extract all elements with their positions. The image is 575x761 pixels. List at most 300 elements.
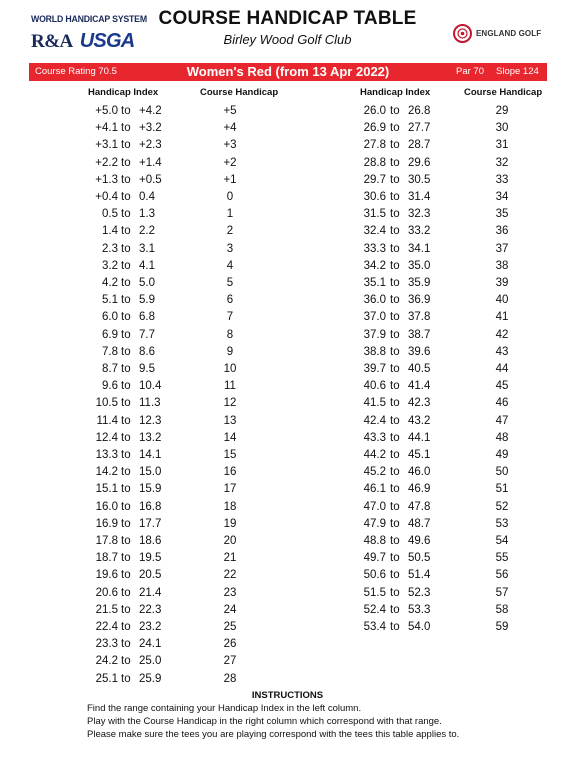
range-to-word: to xyxy=(390,208,400,221)
course-handicap-value: 24 xyxy=(223,603,237,616)
range-to-word: to xyxy=(121,466,131,479)
range-to-word: to xyxy=(121,517,131,530)
range-to-word: to xyxy=(121,552,131,565)
index-from: 6.0 xyxy=(102,311,118,324)
table-row xyxy=(0,535,575,552)
index-from: 24.2 xyxy=(95,655,118,668)
index-to: 35.9 xyxy=(408,277,431,289)
index-from: 52.4 xyxy=(363,603,386,616)
range-to-word: to xyxy=(121,569,131,582)
index-from: 32.4 xyxy=(363,225,386,238)
range-to-word: to xyxy=(390,466,400,479)
index-from: 53.4 xyxy=(363,621,386,633)
index-from: 16.0 xyxy=(95,500,118,513)
england-golf-logo xyxy=(453,24,541,43)
course-handicap-value: 1 xyxy=(226,208,234,221)
range-to-word: to xyxy=(121,328,131,341)
course-handicap-value: 52 xyxy=(495,500,509,513)
index-to: 44.1 xyxy=(408,431,431,444)
range-to-word: to xyxy=(390,328,400,341)
table-row xyxy=(0,243,575,260)
table-row xyxy=(0,569,575,586)
index-to: 35.0 xyxy=(408,259,431,272)
index-from: 27.8 xyxy=(363,139,386,152)
range-to-word: to xyxy=(390,603,400,616)
range-to-word: to xyxy=(390,173,400,186)
index-from: 4.2 xyxy=(102,277,118,289)
table-row xyxy=(0,432,575,449)
course-handicap-value: 12 xyxy=(223,397,237,410)
course-handicap-value: 16 xyxy=(223,466,237,479)
index-to: 23.2 xyxy=(139,621,162,633)
index-from: 46.1 xyxy=(363,483,386,496)
instruction-line: Find the range containing your Handicap Index in the left column. xyxy=(87,703,362,714)
tee-name: Women's Red (from 13 Apr 2022) xyxy=(186,64,390,79)
index-to: 16.8 xyxy=(139,500,162,513)
table-row xyxy=(0,346,575,363)
index-from: 3.2 xyxy=(102,259,118,272)
range-to-word: to xyxy=(121,483,131,496)
table-row xyxy=(0,277,575,294)
index-from: 18.7 xyxy=(95,552,118,565)
index-from: 37.0 xyxy=(363,311,386,324)
table-row xyxy=(0,673,575,690)
index-from: +0.4 xyxy=(95,191,118,203)
range-to-word: to xyxy=(121,191,131,203)
course-handicap-value: 43 xyxy=(495,345,509,358)
left-ch-header: Course Handicap xyxy=(200,87,279,98)
course-handicap-value: 27 xyxy=(223,655,237,668)
course-handicap-value: 2 xyxy=(226,225,234,238)
index-to: 48.7 xyxy=(408,517,431,530)
course-handicap-value: +3 xyxy=(223,139,237,152)
range-to-word: to xyxy=(390,414,400,427)
index-from: 21.5 xyxy=(95,603,118,616)
index-to: 1.3 xyxy=(139,208,155,221)
course-handicap-value: 54 xyxy=(495,535,509,547)
table-row xyxy=(0,397,575,414)
index-to: 46.0 xyxy=(408,466,431,479)
index-to: 17.7 xyxy=(139,517,162,530)
index-from: 44.2 xyxy=(363,449,386,461)
index-from: +2.2 xyxy=(95,156,118,169)
range-to-word: to xyxy=(121,225,131,238)
course-handicap-value: 53 xyxy=(495,517,509,530)
course-handicap-value: +5 xyxy=(223,105,237,117)
index-to: 15.0 xyxy=(139,466,162,479)
index-to: +3.2 xyxy=(139,122,162,135)
course-handicap-value: 4 xyxy=(226,259,234,272)
index-to: 30.5 xyxy=(408,173,431,186)
index-to: 32.3 xyxy=(408,208,431,221)
index-from: 41.5 xyxy=(363,397,386,410)
course-handicap-value: 26 xyxy=(223,638,237,651)
range-to-word: to xyxy=(390,586,400,599)
table-row xyxy=(0,311,575,328)
table-row xyxy=(0,552,575,569)
table-row xyxy=(0,174,575,191)
index-to: 46.9 xyxy=(408,483,431,496)
range-to-word: to xyxy=(390,225,400,238)
range-to-word: to xyxy=(121,173,131,186)
course-handicap-value: 15 xyxy=(223,449,237,461)
index-from: 17.8 xyxy=(95,535,118,547)
index-from: 42.4 xyxy=(363,414,386,427)
index-to: 41.4 xyxy=(408,380,431,393)
index-to: 3.1 xyxy=(139,242,155,255)
range-to-word: to xyxy=(390,500,400,513)
course-handicap-value: 41 xyxy=(495,311,509,324)
table-row xyxy=(0,380,575,397)
index-from: 50.6 xyxy=(363,569,386,582)
table-row xyxy=(0,415,575,432)
course-handicap-value: 37 xyxy=(495,242,509,255)
randa-logo: R&A xyxy=(31,31,73,52)
index-from: 49.7 xyxy=(363,552,386,565)
index-to: 4.1 xyxy=(139,259,155,272)
index-to: 29.6 xyxy=(408,156,431,169)
table-row xyxy=(0,191,575,208)
index-from: 40.6 xyxy=(363,380,386,393)
page-title: COURSE HANDICAP TABLE xyxy=(158,8,417,29)
index-from: 31.5 xyxy=(363,208,386,221)
index-from: 37.9 xyxy=(363,328,386,341)
england-golf-rose-icon xyxy=(453,24,472,43)
range-to-word: to xyxy=(121,414,131,427)
table-row xyxy=(0,655,575,672)
course-handicap-value: 47 xyxy=(495,414,509,427)
index-to: 42.3 xyxy=(408,397,431,410)
index-to: 34.1 xyxy=(408,242,431,255)
index-to: 24.1 xyxy=(139,638,162,651)
index-to: 33.2 xyxy=(408,225,431,238)
index-from: +3.1 xyxy=(95,139,118,152)
index-to: 47.8 xyxy=(408,500,431,513)
range-to-word: to xyxy=(121,603,131,616)
index-from: 23.3 xyxy=(95,638,118,651)
range-to-word: to xyxy=(390,105,400,117)
range-to-word: to xyxy=(121,294,131,307)
index-from: 9.6 xyxy=(102,380,118,393)
right-ch-header: Course Handicap xyxy=(464,87,543,98)
index-to: 51.4 xyxy=(408,569,431,582)
range-to-word: to xyxy=(390,380,400,393)
index-to: 0.4 xyxy=(139,191,155,203)
index-from: +5.0 xyxy=(95,105,118,117)
range-to-word: to xyxy=(390,397,400,410)
course-handicap-value: 9 xyxy=(226,345,234,358)
index-from: 16.9 xyxy=(95,517,118,530)
range-to-word: to xyxy=(390,431,400,444)
index-from: 7.8 xyxy=(102,345,118,358)
course-handicap-value: 28 xyxy=(223,672,237,685)
index-to: 53.3 xyxy=(408,603,431,616)
instructions-title: INSTRUCTIONS xyxy=(251,690,324,701)
course-handicap-value: +2 xyxy=(223,156,237,169)
range-to-word: to xyxy=(390,535,400,547)
index-to: 22.3 xyxy=(139,603,162,616)
table-row xyxy=(0,225,575,242)
range-to-word: to xyxy=(121,139,131,152)
range-to-word: to xyxy=(390,277,400,289)
range-to-word: to xyxy=(121,156,131,169)
index-from: 48.8 xyxy=(363,535,386,547)
range-to-word: to xyxy=(390,311,400,324)
table-row xyxy=(0,208,575,225)
index-to: 6.8 xyxy=(139,311,155,324)
index-to: 21.4 xyxy=(139,586,162,599)
table-row xyxy=(0,105,575,122)
index-from: 8.7 xyxy=(102,363,118,375)
table-row xyxy=(0,363,575,380)
course-handicap-value: 21 xyxy=(223,552,237,565)
index-to: 8.6 xyxy=(139,345,155,358)
index-from: 45.2 xyxy=(363,466,386,479)
course-handicap-value: 40 xyxy=(495,294,509,307)
course-handicap-value: 50 xyxy=(495,466,509,479)
index-to: +0.5 xyxy=(139,173,162,186)
course-handicap-value: 3 xyxy=(226,242,234,255)
index-from: 5.1 xyxy=(102,294,118,307)
index-from: 12.4 xyxy=(95,431,118,444)
index-from: 22.4 xyxy=(95,621,118,633)
course-handicap-value: 59 xyxy=(495,621,509,633)
table-row xyxy=(0,449,575,466)
course-handicap-value: 48 xyxy=(495,431,509,444)
range-to-word: to xyxy=(390,294,400,307)
index-to: 49.6 xyxy=(408,535,431,547)
index-to: 7.7 xyxy=(139,328,155,341)
course-handicap-value: 22 xyxy=(223,569,237,582)
index-to: 28.7 xyxy=(408,139,431,152)
course-handicap-value: 46 xyxy=(495,397,509,410)
index-from: 36.0 xyxy=(363,294,386,307)
index-from: 11.4 xyxy=(96,414,118,427)
index-from: 26.9 xyxy=(363,122,386,135)
course-handicap-value: 45 xyxy=(495,380,509,393)
index-to: 25.9 xyxy=(139,672,162,685)
index-from: 13.3 xyxy=(95,449,118,461)
range-to-word: to xyxy=(121,277,131,289)
course-handicap-value: 11 xyxy=(224,380,236,393)
course-handicap-value: 18 xyxy=(223,500,237,513)
index-to: 27.7 xyxy=(408,122,431,135)
range-to-word: to xyxy=(121,208,131,221)
course-handicap-value: 58 xyxy=(495,603,509,616)
index-to: 10.4 xyxy=(139,380,162,393)
range-to-word: to xyxy=(121,259,131,272)
index-to: 15.9 xyxy=(139,483,162,496)
index-to: 19.5 xyxy=(139,552,162,565)
range-to-word: to xyxy=(390,517,400,530)
left-hi-header: Handicap Index xyxy=(88,87,159,98)
range-to-word: to xyxy=(121,655,131,668)
index-to: 14.1 xyxy=(139,449,162,461)
range-to-word: to xyxy=(121,431,131,444)
index-from: 2.3 xyxy=(102,242,118,255)
course-handicap-value: 0 xyxy=(226,191,234,203)
range-to-word: to xyxy=(390,122,400,135)
index-from: 20.6 xyxy=(95,586,118,599)
table-row xyxy=(0,501,575,518)
course-handicap-value: +1 xyxy=(223,173,237,186)
range-to-word: to xyxy=(390,156,400,169)
course-handicap-value: 7 xyxy=(226,311,234,324)
index-to: 43.2 xyxy=(408,414,431,427)
course-handicap-value: 39 xyxy=(495,277,509,289)
club-name: Birley Wood Golf Club xyxy=(223,32,352,47)
whs-logo-text: WORLD HANDICAP SYSTEM xyxy=(31,14,147,25)
usga-logo: USGA xyxy=(79,30,135,52)
course-handicap-value: 14 xyxy=(223,431,237,444)
range-to-word: to xyxy=(121,638,131,651)
course-handicap-value: 51 xyxy=(495,483,509,496)
course-handicap-value: 42 xyxy=(495,328,509,341)
index-to: 31.4 xyxy=(408,191,431,203)
index-to: 36.9 xyxy=(408,294,431,307)
course-handicap-value: 34 xyxy=(495,191,509,203)
index-to: 20.5 xyxy=(139,569,162,582)
index-to: 38.7 xyxy=(408,328,431,341)
range-to-word: to xyxy=(390,363,400,375)
range-to-word: to xyxy=(390,259,400,272)
index-to: 2.2 xyxy=(139,225,155,238)
table-row xyxy=(0,329,575,346)
index-from: 43.3 xyxy=(363,431,386,444)
index-to: +1.4 xyxy=(139,156,162,169)
par-value: Par 70 xyxy=(456,66,484,77)
range-to-word: to xyxy=(390,345,400,358)
course-handicap-value: 32 xyxy=(495,156,509,169)
table-row xyxy=(0,157,575,174)
index-to: +4.2 xyxy=(139,105,162,117)
tee-band xyxy=(29,63,547,81)
range-to-word: to xyxy=(121,621,131,633)
range-to-word: to xyxy=(121,242,131,255)
index-from: 10.5 xyxy=(95,397,118,410)
index-to: 12.3 xyxy=(139,414,162,427)
course-rating: Course Rating 70.5 xyxy=(35,66,117,77)
course-handicap-value: 36 xyxy=(495,225,509,238)
course-handicap-value: 5 xyxy=(226,277,234,289)
range-to-word: to xyxy=(390,242,400,255)
index-to: 5.0 xyxy=(139,277,155,289)
index-to: 39.6 xyxy=(408,345,431,358)
index-from: 34.2 xyxy=(363,259,386,272)
index-from: 33.3 xyxy=(363,242,386,255)
course-handicap-value: 29 xyxy=(495,105,509,117)
index-to: 5.9 xyxy=(139,294,155,307)
course-handicap-value: 38 xyxy=(495,259,509,272)
course-handicap-value: 56 xyxy=(495,569,509,582)
table-row xyxy=(0,638,575,655)
course-handicap-value: 31 xyxy=(495,139,509,152)
course-handicap-value: 44 xyxy=(495,363,509,375)
range-to-word: to xyxy=(121,449,131,461)
index-to: 45.1 xyxy=(408,449,431,461)
range-to-word: to xyxy=(390,483,400,496)
index-to: 25.0 xyxy=(139,655,162,668)
range-to-word: to xyxy=(121,122,131,135)
index-to: 26.8 xyxy=(408,105,431,117)
course-handicap-value: +4 xyxy=(223,122,237,135)
range-to-word: to xyxy=(121,397,131,410)
course-handicap-value: 10 xyxy=(223,363,237,375)
index-from: 30.6 xyxy=(363,191,386,203)
range-to-word: to xyxy=(121,105,131,117)
index-from: 26.0 xyxy=(363,105,386,117)
right-hi-header: Handicap Index xyxy=(360,87,431,98)
course-handicap-value: 23 xyxy=(223,586,237,599)
range-to-word: to xyxy=(390,569,400,582)
course-handicap-value: 57 xyxy=(495,586,509,599)
index-from: 0.5 xyxy=(102,208,118,221)
course-handicap-value: 49 xyxy=(495,449,509,461)
range-to-word: to xyxy=(121,535,131,547)
range-to-word: to xyxy=(121,345,131,358)
table-row xyxy=(0,587,575,604)
index-from: 14.2 xyxy=(95,466,118,479)
index-to: 9.5 xyxy=(139,363,155,375)
table-row xyxy=(0,483,575,500)
index-from: 19.6 xyxy=(95,569,118,582)
index-to: 54.0 xyxy=(408,621,431,633)
table-row xyxy=(0,122,575,139)
range-to-word: to xyxy=(390,449,400,461)
table-row xyxy=(0,260,575,277)
index-from: 51.5 xyxy=(363,586,386,599)
index-from: 29.7 xyxy=(363,173,386,186)
index-to: 40.5 xyxy=(408,363,431,375)
range-to-word: to xyxy=(121,363,131,375)
course-handicap-value: 13 xyxy=(223,414,237,427)
index-from: 47.9 xyxy=(363,517,386,530)
index-from: 35.1 xyxy=(363,277,386,289)
range-to-word: to xyxy=(390,191,400,203)
table-row xyxy=(0,139,575,156)
table-row xyxy=(0,621,575,638)
course-handicap-value: 19 xyxy=(223,517,237,530)
table-row xyxy=(0,604,575,621)
range-to-word: to xyxy=(121,672,131,685)
instruction-line: Please make sure the tees you are playing correspond with the tees this table applies to. xyxy=(87,729,460,740)
course-handicap-value: 25 xyxy=(223,621,237,633)
range-to-word: to xyxy=(121,311,131,324)
course-handicap-value: 8 xyxy=(226,328,234,341)
index-to: 13.2 xyxy=(139,431,162,444)
course-handicap-value: 30 xyxy=(495,122,509,135)
index-from: 25.1 xyxy=(95,672,118,685)
course-handicap-value: 6 xyxy=(226,294,234,307)
range-to-word: to xyxy=(390,621,400,633)
course-handicap-value: 17 xyxy=(223,483,237,496)
course-handicap-value: 55 xyxy=(495,552,509,565)
range-to-word: to xyxy=(121,380,131,393)
slope-value: Slope 124 xyxy=(496,66,539,77)
index-from: 15.1 xyxy=(95,483,118,496)
index-from: +4.1 xyxy=(95,122,118,135)
range-to-word: to xyxy=(121,500,131,513)
range-to-word: to xyxy=(121,586,131,599)
index-to: 18.6 xyxy=(139,535,162,547)
table-row xyxy=(0,294,575,311)
table-row xyxy=(0,518,575,535)
index-to: 11.3 xyxy=(139,397,161,410)
england-golf-text: ENGLAND GOLF xyxy=(476,29,542,38)
index-from: 6.9 xyxy=(102,328,118,341)
range-to-word: to xyxy=(390,552,400,565)
index-from: +1.3 xyxy=(95,173,118,186)
